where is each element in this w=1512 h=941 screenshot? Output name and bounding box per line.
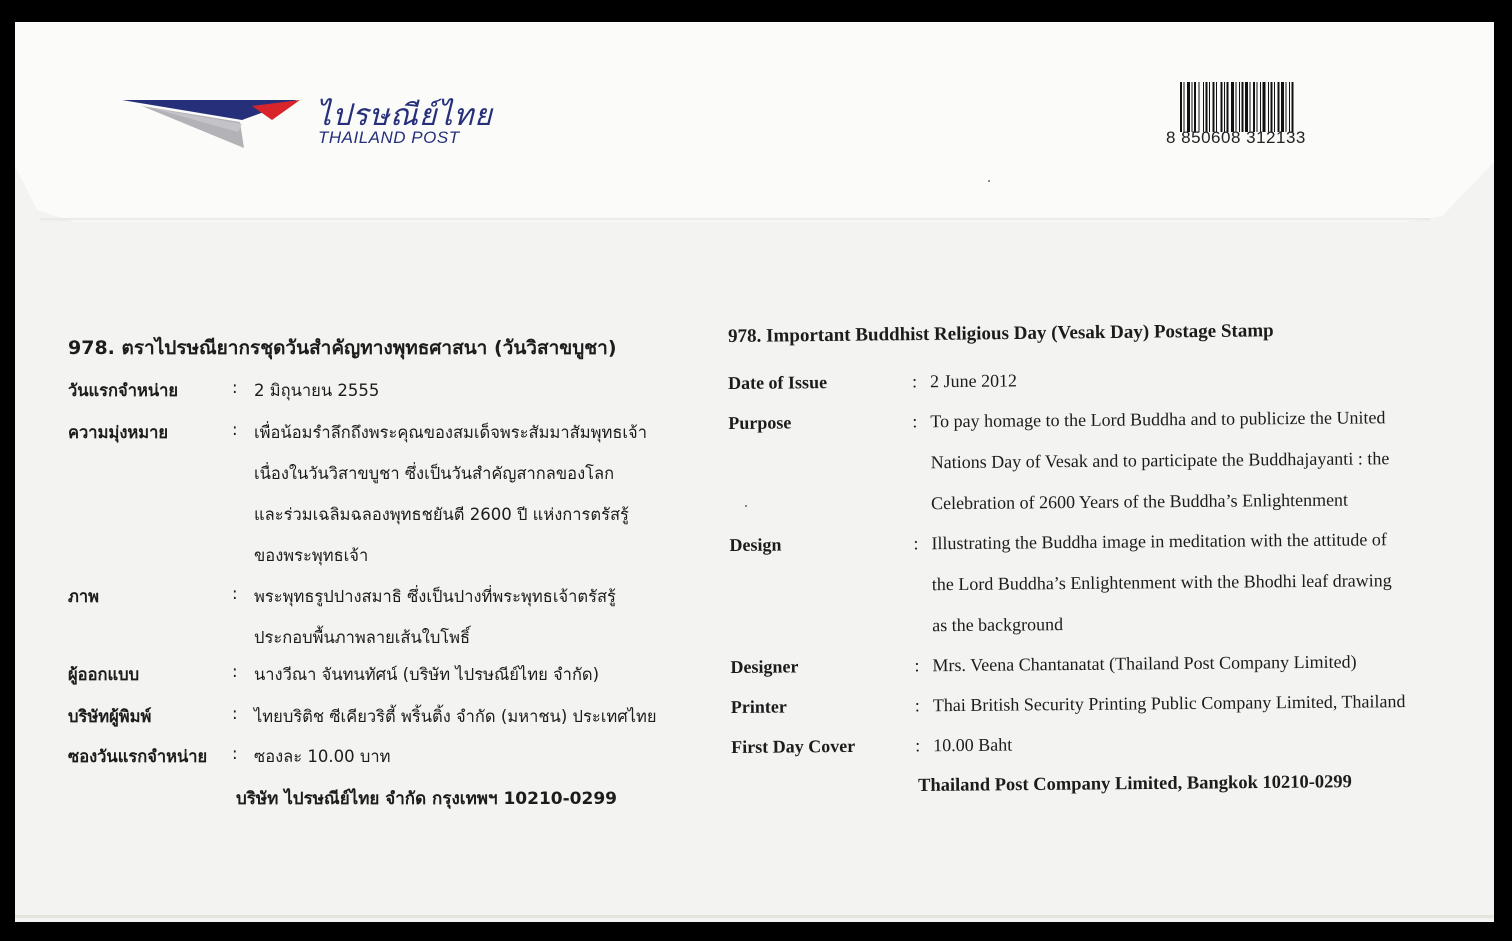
- thai-row-label: ภาพ: [68, 587, 100, 606]
- barcode-bar: [1289, 82, 1290, 132]
- english-row-label: Designer: [730, 656, 799, 677]
- barcode-bar: [1274, 82, 1275, 132]
- english-row-value-line: To pay homage to the Lord Buddha and to publicize the United: [930, 407, 1386, 432]
- barcode-bar: [1192, 82, 1193, 132]
- barcode-bar: [1236, 82, 1237, 132]
- thai-row-separator: :: [232, 378, 238, 397]
- thai-row-value-line: และร่วมเฉลิมฉลองพุทธชยันตี 2600 ปี แห่งการตรัสรู้: [254, 505, 629, 524]
- thailand-post-logo-icon: [122, 98, 302, 150]
- thai-row-label: วันแรกจำหน่าย: [68, 381, 179, 400]
- english-row-label: Printer: [730, 696, 787, 717]
- barcode-bar: [1227, 82, 1229, 132]
- english-row-value-line: Celebration of 2600 Years of the Buddha’s Enlightenment: [930, 489, 1349, 514]
- speck: [988, 180, 990, 182]
- thai-row-value-line: 2 มิถุนายน 2555: [254, 381, 380, 400]
- thai-row-separator: :: [232, 704, 238, 723]
- thai-row-value-line: ของพระพุทธเจ้า: [254, 546, 369, 565]
- barcode-bar: [1245, 82, 1248, 132]
- barcode-bar: [1278, 82, 1280, 132]
- thai-row-value-line: ซองละ 10.00 บาท: [254, 747, 391, 766]
- barcode-number: 8 850608 312133: [1166, 128, 1306, 147]
- english-row-value-line: as the background: [932, 614, 1064, 636]
- thai-row-value-line: ประกอบพื้นภาพลายเส้นใบโพธิ์: [254, 628, 471, 647]
- barcode-bar: [1206, 82, 1208, 132]
- thai-heading: 978. ตราไปรษณียากรชุดวันสำคัญทางพุทธศาสนา (วันวิสาขบูชา): [68, 337, 617, 359]
- english-row-label: First Day Cover: [731, 735, 856, 757]
- barcode-bar: [1203, 82, 1204, 132]
- speck: [745, 505, 747, 507]
- thai-row-label: ซองวันแรกจำหน่าย: [68, 747, 208, 766]
- barcode-bar: [1213, 82, 1215, 132]
- barcode-bar: [1242, 82, 1244, 132]
- english-row-value-line: Mrs. Veena Chantanatat (Thailand Post Company Limited): [932, 651, 1357, 676]
- barcode-bar: [1231, 82, 1234, 132]
- barcode-bar: [1286, 82, 1287, 132]
- barcode-bar: [1209, 82, 1210, 132]
- barcode-bar: [1199, 82, 1200, 132]
- barcode-bar: [1180, 82, 1182, 132]
- english-row-separator: :: [911, 371, 918, 392]
- english-heading: 978. Important Buddhist Religious Day (Vesak Day) Postage Stamp: [728, 320, 1274, 347]
- english-row-separator: :: [913, 533, 919, 554]
- barcode-bar: [1221, 82, 1223, 132]
- english-row-value-line: Nations Day of Vesak and to participate the Buddhajayanti : the: [930, 448, 1390, 473]
- barcode-bar: [1263, 82, 1266, 132]
- barcode-bar: [1224, 82, 1225, 132]
- barcode-bar: [1250, 82, 1251, 132]
- barcode-bar: [1271, 82, 1273, 132]
- barcode-bar: [1187, 82, 1190, 132]
- thai-row-value-line: เพื่อน้อมรำลึกถึงพระคุณของสมเด็จพระสัมมาสัมพุทธเจ้า: [254, 423, 647, 442]
- english-row-separator: :: [914, 655, 920, 676]
- thai-row-value-line: นางวีณา จันทนทัศน์ (บริษัท ไปรษณีย์ไทย จำกัด): [254, 665, 600, 684]
- barcode-bar: [1292, 82, 1294, 132]
- thai-row-separator: :: [232, 662, 238, 681]
- thai-footer: บริษัท ไปรษณีย์ไทย จำกัด กรุงเทพฯ 10210-0299: [236, 789, 617, 809]
- english-row-separator: :: [914, 695, 920, 716]
- barcode-bar: [1194, 82, 1196, 132]
- thai-row-separator: :: [232, 744, 238, 763]
- thai-row-label: บริษัทผู้พิมพ์: [68, 707, 152, 726]
- barcode-bar: [1260, 82, 1261, 132]
- flap-edge: [40, 218, 1430, 222]
- barcode-bar: [1257, 82, 1258, 132]
- english-footer: Thailand Post Company Limited, Bangkok 10210-0299: [918, 772, 1352, 796]
- barcode-bar: [1281, 82, 1284, 132]
- english-row-label: Purpose: [728, 412, 792, 433]
- logo-thai-text: ไปรษณีย์ไทย: [316, 98, 493, 133]
- barcode-bar: [1239, 82, 1240, 132]
- barcode-bar: [1216, 82, 1217, 132]
- barcode-bar: [1184, 82, 1185, 132]
- thai-row-label: ผู้ออกแบบ: [68, 665, 140, 684]
- thai-row-value-line: ไทยบริติช ซีเคียวริตี้ พริ้นติ้ง จำกัด (มหาชน) ประเทศไทย: [254, 707, 657, 726]
- english-row-label: Date of Issue: [727, 372, 828, 393]
- english-row-value-line: the Lord Buddha’s Enlightenment with the Bhodhi leaf drawing: [931, 570, 1392, 595]
- thai-row-label: ความมุ่งหมาย: [68, 423, 169, 442]
- envelope-bottom-edge: [15, 915, 1494, 918]
- barcode: [1180, 82, 1342, 132]
- english-row-label: Design: [729, 534, 782, 555]
- thai-row-separator: :: [232, 420, 238, 439]
- english-row-separator: :: [915, 735, 921, 756]
- english-row-value-line: Illustrating the Buddha image in meditation with the attitude of: [931, 529, 1387, 554]
- barcode-bar: [1253, 82, 1255, 132]
- thai-row-value-line: เนื่องในวันวิสาขบูชา ซึ่งเป็นวันสำคัญสากลของโลก: [254, 464, 615, 483]
- english-row-value-line: 10.00 Baht: [933, 734, 1013, 756]
- thai-row-separator: :: [232, 584, 238, 603]
- english-row-value-line: Thai British Security Printing Public Company Limited, Thailand: [932, 691, 1406, 716]
- logo-english-text: THAILAND POST: [318, 128, 460, 147]
- english-row-separator: :: [912, 411, 918, 432]
- barcode-bar: [1268, 82, 1269, 132]
- english-row-value-line: 2 June 2012: [929, 370, 1018, 392]
- thai-row-value-line: พระพุทธรูปปางสมาธิ ซึ่งเป็นปางที่พระพุทธเจ้าตรัสรู้: [254, 587, 616, 606]
